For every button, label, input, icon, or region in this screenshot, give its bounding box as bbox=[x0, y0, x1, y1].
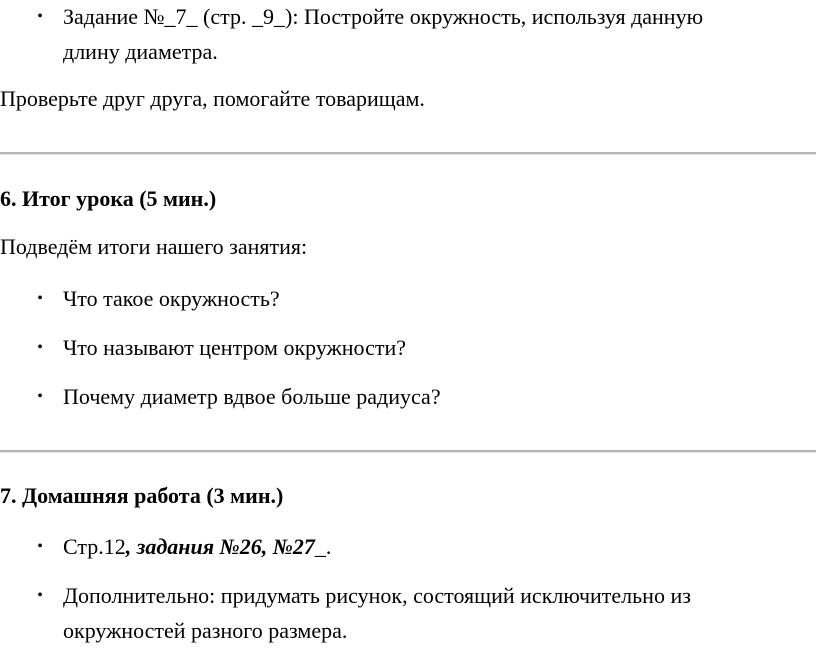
question-text: Что называют центром окружности? bbox=[63, 335, 406, 360]
question-text: Почему диаметр вдвое больше радиуса? bbox=[63, 384, 441, 409]
bullet-marker: • bbox=[37, 587, 43, 604]
section-7-heading: 7. Домашняя работа (3 мин.) bbox=[0, 483, 284, 508]
homework-tasks: , задания №26, №27 bbox=[125, 534, 315, 559]
question-text: Что такое окружность? bbox=[63, 286, 280, 311]
section-6-heading: 6. Итог урока (5 мин.) bbox=[0, 186, 217, 211]
extra-text-line-2: окружностей разного размера. bbox=[63, 618, 348, 643]
bullet-marker: • bbox=[37, 388, 43, 405]
bullet-marker: • bbox=[37, 290, 43, 307]
bullet-marker: • bbox=[37, 339, 43, 356]
homework-suffix: _. bbox=[314, 534, 332, 559]
homework-text bbox=[63, 532, 803, 562]
check-paragraph: Проверьте друг друга, помогайте товарищам. bbox=[0, 86, 425, 111]
task-text-line-2: длину диаметра. bbox=[63, 39, 218, 64]
homework-page: Стр.12 bbox=[63, 534, 126, 559]
bullet-marker: • bbox=[37, 538, 43, 555]
task-text-line-1: Задание №_7_ (стр. _9_): Постройте окружность, используя данную bbox=[63, 4, 704, 29]
bullet-marker: • bbox=[37, 8, 43, 25]
divider bbox=[0, 450, 816, 453]
section-6-intro: Подведём итоги нашего занятия: bbox=[0, 234, 308, 259]
divider bbox=[0, 152, 816, 155]
extra-text-line-1: Дополнительно: придумать рисунок, состоящий исключительно из bbox=[63, 583, 691, 608]
